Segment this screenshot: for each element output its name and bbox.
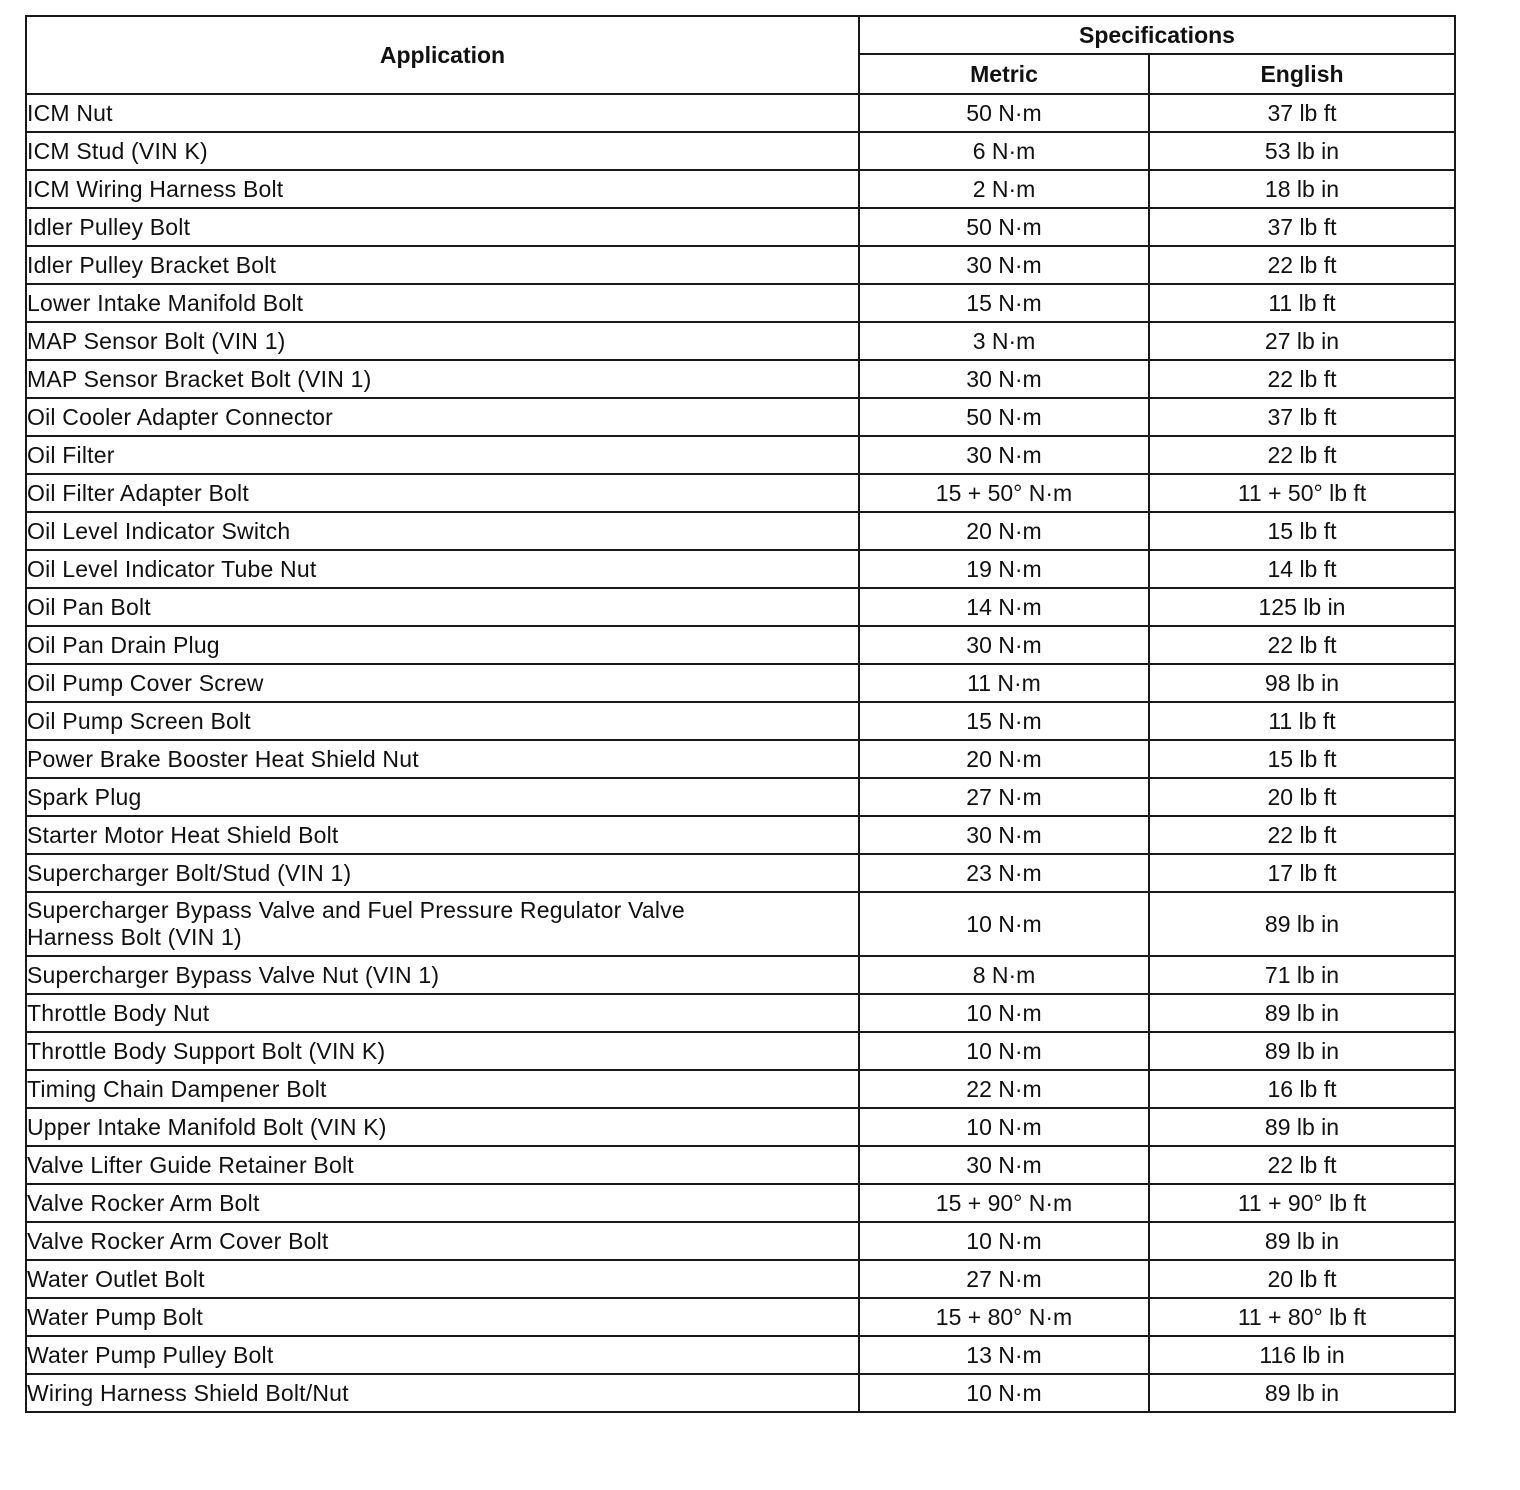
table-row: [26, 208, 1455, 246]
table-row: [26, 246, 1455, 284]
application-cell: Oil Level Indicator Switch: [26, 512, 859, 550]
table-row: [26, 398, 1455, 436]
application-cell: Oil Filter: [26, 436, 859, 474]
table-row: [26, 170, 1455, 208]
metric-cell: 30 N·m: [859, 816, 1149, 854]
application-cell: Oil Pump Screen Bolt: [26, 702, 859, 740]
table-row: [26, 1146, 1455, 1184]
table-row: [26, 1298, 1455, 1336]
english-cell: 98 lb in: [1149, 664, 1455, 702]
english-cell: 53 lb in: [1149, 132, 1455, 170]
english-cell: 89 lb in: [1149, 1032, 1455, 1070]
table-row: [26, 436, 1455, 474]
metric-cell: 15 + 50° N·m: [859, 474, 1149, 512]
table-row: [26, 854, 1455, 892]
header-metric: Metric: [859, 54, 1149, 94]
english-cell: 22 lb ft: [1149, 1146, 1455, 1184]
application-cell: Water Outlet Bolt: [26, 1260, 859, 1298]
english-cell: 11 + 50° lb ft: [1149, 474, 1455, 512]
metric-cell: 10 N·m: [859, 1032, 1149, 1070]
header-application: Application: [26, 16, 859, 94]
metric-cell: 20 N·m: [859, 512, 1149, 550]
table-row: [26, 994, 1455, 1032]
table-row: [26, 816, 1455, 854]
english-cell: 11 + 80° lb ft: [1149, 1298, 1455, 1336]
metric-cell: 10 N·m: [859, 892, 1149, 956]
table-row: [26, 322, 1455, 360]
english-cell: 22 lb ft: [1149, 626, 1455, 664]
english-cell: 125 lb in: [1149, 588, 1455, 626]
metric-cell: 30 N·m: [859, 436, 1149, 474]
metric-cell: 50 N·m: [859, 398, 1149, 436]
table-row: [26, 956, 1455, 994]
application-cell: Upper Intake Manifold Bolt (VIN K): [26, 1108, 859, 1146]
application-cell: Water Pump Pulley Bolt: [26, 1336, 859, 1374]
english-cell: 116 lb in: [1149, 1336, 1455, 1374]
english-cell: 20 lb ft: [1149, 1260, 1455, 1298]
metric-cell: 3 N·m: [859, 322, 1149, 360]
table-header: [26, 16, 1455, 94]
metric-cell: 11 N·m: [859, 664, 1149, 702]
table-body: [26, 94, 1455, 1412]
table-row: [26, 1070, 1455, 1108]
english-cell: 71 lb in: [1149, 956, 1455, 994]
application-cell: ICM Nut: [26, 94, 859, 132]
application-cell: Oil Filter Adapter Bolt: [26, 474, 859, 512]
metric-cell: 10 N·m: [859, 1108, 1149, 1146]
metric-cell: 15 N·m: [859, 702, 1149, 740]
table-row: [26, 1108, 1455, 1146]
table-row: [26, 778, 1455, 816]
table-row: [26, 702, 1455, 740]
application-cell: Valve Rocker Arm Bolt: [26, 1184, 859, 1222]
table-row: [26, 474, 1455, 512]
metric-cell: 20 N·m: [859, 740, 1149, 778]
application-cell: Oil Cooler Adapter Connector: [26, 398, 859, 436]
header-english: English: [1149, 54, 1455, 94]
metric-cell: 50 N·m: [859, 94, 1149, 132]
application-cell: MAP Sensor Bracket Bolt (VIN 1): [26, 360, 859, 398]
table-row: [26, 284, 1455, 322]
header-specifications: Specifications: [859, 16, 1455, 54]
application-cell: Timing Chain Dampener Bolt: [26, 1070, 859, 1108]
metric-cell: 23 N·m: [859, 854, 1149, 892]
table-row: [26, 740, 1455, 778]
metric-cell: 6 N·m: [859, 132, 1149, 170]
application-cell: Power Brake Booster Heat Shield Nut: [26, 740, 859, 778]
torque-specifications-table: [25, 15, 1456, 1413]
table-row: [26, 588, 1455, 626]
metric-cell: 2 N·m: [859, 170, 1149, 208]
metric-cell: 27 N·m: [859, 778, 1149, 816]
english-cell: 89 lb in: [1149, 1374, 1455, 1412]
english-cell: 15 lb ft: [1149, 740, 1455, 778]
application-cell: Valve Lifter Guide Retainer Bolt: [26, 1146, 859, 1184]
table-row: [26, 550, 1455, 588]
english-cell: 11 + 90° lb ft: [1149, 1184, 1455, 1222]
metric-cell: 27 N·m: [859, 1260, 1149, 1298]
metric-cell: 15 N·m: [859, 284, 1149, 322]
english-cell: 22 lb ft: [1149, 436, 1455, 474]
english-cell: 37 lb ft: [1149, 398, 1455, 436]
english-cell: 11 lb ft: [1149, 702, 1455, 740]
english-cell: 22 lb ft: [1149, 360, 1455, 398]
english-cell: 37 lb ft: [1149, 208, 1455, 246]
application-cell: Starter Motor Heat Shield Bolt: [26, 816, 859, 854]
application-cell: Throttle Body Nut: [26, 994, 859, 1032]
english-cell: 18 lb in: [1149, 170, 1455, 208]
table-row: [26, 132, 1455, 170]
application-cell: Water Pump Bolt: [26, 1298, 859, 1336]
metric-cell: 30 N·m: [859, 246, 1149, 284]
english-cell: 37 lb ft: [1149, 94, 1455, 132]
metric-cell: 15 + 90° N·m: [859, 1184, 1149, 1222]
english-cell: 11 lb ft: [1149, 284, 1455, 322]
english-cell: 27 lb in: [1149, 322, 1455, 360]
application-cell: Valve Rocker Arm Cover Bolt: [26, 1222, 859, 1260]
metric-cell: 50 N·m: [859, 208, 1149, 246]
metric-cell: 10 N·m: [859, 1222, 1149, 1260]
metric-cell: 10 N·m: [859, 994, 1149, 1032]
application-text-continued: Harness Bolt (VIN 1): [27, 924, 242, 950]
english-cell: 89 lb in: [1149, 1108, 1455, 1146]
english-cell: 17 lb ft: [1149, 854, 1455, 892]
english-cell: 20 lb ft: [1149, 778, 1455, 816]
metric-cell: 13 N·m: [859, 1336, 1149, 1374]
application-text: Supercharger Bypass Valve and Fuel Pressure Regulator Valve: [27, 897, 685, 923]
english-cell: 14 lb ft: [1149, 550, 1455, 588]
application-cell: Throttle Body Support Bolt (VIN K): [26, 1032, 859, 1070]
english-cell: 89 lb in: [1149, 1222, 1455, 1260]
application-cell: Oil Pan Drain Plug: [26, 626, 859, 664]
english-cell: 15 lb ft: [1149, 512, 1455, 550]
table-row: [26, 1336, 1455, 1374]
application-cell: Supercharger Bypass Valve Nut (VIN 1): [26, 956, 859, 994]
application-cell: ICM Wiring Harness Bolt: [26, 170, 859, 208]
metric-cell: 19 N·m: [859, 550, 1149, 588]
metric-cell: 8 N·m: [859, 956, 1149, 994]
application-cell: Wiring Harness Shield Bolt/Nut: [26, 1374, 859, 1412]
application-cell: Oil Level Indicator Tube Nut: [26, 550, 859, 588]
table-row: [26, 1374, 1455, 1412]
application-cell: Idler Pulley Bolt: [26, 208, 859, 246]
english-cell: 22 lb ft: [1149, 246, 1455, 284]
application-cell: ICM Stud (VIN K): [26, 132, 859, 170]
english-cell: 16 lb ft: [1149, 1070, 1455, 1108]
application-cell: [26, 892, 859, 956]
metric-cell: 14 N·m: [859, 588, 1149, 626]
metric-cell: 30 N·m: [859, 1146, 1149, 1184]
metric-cell: 15 + 80° N·m: [859, 1298, 1149, 1336]
metric-cell: 30 N·m: [859, 360, 1149, 398]
application-cell: Lower Intake Manifold Bolt: [26, 284, 859, 322]
english-cell: 22 lb ft: [1149, 816, 1455, 854]
application-cell: Idler Pulley Bracket Bolt: [26, 246, 859, 284]
table-row: [26, 94, 1455, 132]
english-cell: 89 lb in: [1149, 994, 1455, 1032]
application-cell: Spark Plug: [26, 778, 859, 816]
application-cell: Supercharger Bolt/Stud (VIN 1): [26, 854, 859, 892]
table-row: [26, 664, 1455, 702]
application-cell: MAP Sensor Bolt (VIN 1): [26, 322, 859, 360]
metric-cell: 10 N·m: [859, 1374, 1149, 1412]
application-cell: Oil Pan Bolt: [26, 588, 859, 626]
application-cell: Oil Pump Cover Screw: [26, 664, 859, 702]
english-cell: 89 lb in: [1149, 892, 1455, 956]
table-row: [26, 626, 1455, 664]
table-row: [26, 1032, 1455, 1070]
metric-cell: 22 N·m: [859, 1070, 1149, 1108]
table-row: [26, 1260, 1455, 1298]
metric-cell: 30 N·m: [859, 626, 1149, 664]
table-row: [26, 892, 1455, 956]
table-row: [26, 1184, 1455, 1222]
table-row: [26, 1222, 1455, 1260]
table-row: [26, 512, 1455, 550]
table-row: [26, 360, 1455, 398]
